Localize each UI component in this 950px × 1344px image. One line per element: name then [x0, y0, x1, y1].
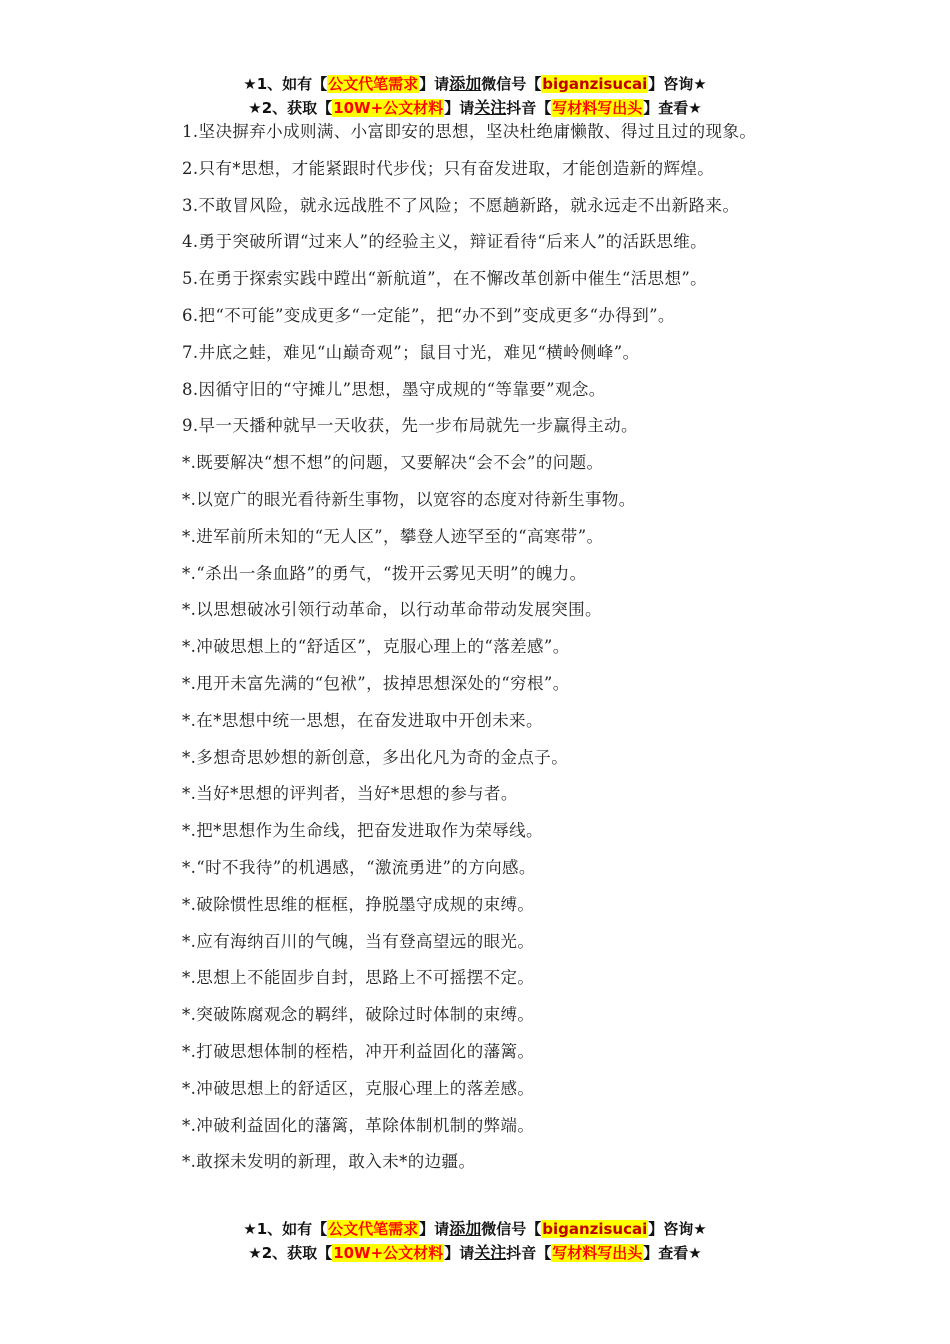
highlight-service: 公文代笔需求 — [328, 1220, 419, 1238]
list-item: 6.把“不可能”变成更多“一定能”，把“办不到”变成更多“办得到”。 — [182, 305, 675, 325]
list-item: *.把*思想作为生命线，把奋发进取作为荣辱线。 — [182, 821, 543, 841]
list-item: *.既要解决“想不想”的问题，又要解决“会不会”的问题。 — [182, 453, 604, 473]
douyin-account: 写材料写出头 — [552, 1244, 643, 1262]
list-item: *.甩开未富先满的“包袱”，拔掉思想深处的“穷根”。 — [182, 673, 570, 693]
list-item: *.冲破思想上的舒适区，克服心理上的落差感。 — [182, 1078, 535, 1098]
douyin-account: 写材料写出头 — [552, 99, 643, 117]
list-item: 2.只有*思想，才能紧跟时代步伐；只有奋发进取，才能创造新的辉煌。 — [182, 158, 715, 178]
list-item: 8.因循守旧的“守摊儿”思想，墨守成规的“等靠要”观念。 — [182, 379, 606, 399]
highlight-materials: 10W+公文材料 — [333, 1244, 444, 1262]
list-item: *.“时不我待”的机遇感，“激流勇进”的方向感。 — [182, 857, 536, 877]
header-line-1: ★1、如有【公文代笔需求】请添加微信号【biganzisucai】咨询★ — [243, 74, 707, 93]
list-item: *.以思想破冰引领行动革命，以行动革命带动发展突围。 — [182, 600, 602, 620]
list-item: *.打破思想体制的桎梏，冲开利益固化的藩篱。 — [182, 1041, 535, 1061]
list-item: *.在*思想中统一思想，在奋发进取中开创未来。 — [182, 710, 543, 730]
list-item: *.“杀出一条血路”的勇气，“拨开云雾见天明”的魄力。 — [182, 563, 587, 583]
footer-line-1: ★1、如有【公文代笔需求】请添加微信号【biganzisucai】咨询★ — [243, 1219, 707, 1238]
highlight-materials: 10W+公文材料 — [333, 99, 444, 117]
wechat-id: biganzisucai — [542, 1220, 648, 1238]
highlight-service: 公文代笔需求 — [328, 75, 419, 93]
list-item: 5.在勇于探索实践中蹚出“新航道”，在不懈改革创新中催生“活思想”。 — [182, 269, 708, 289]
list-item: *.冲破利益固化的藩篱，革除体制机制的弊端。 — [182, 1115, 535, 1135]
footer-line-2: ★2、获取【10W+公文材料】请关注抖音【写材料写出头】查看★ — [248, 1243, 702, 1262]
header-line-2: ★2、获取【10W+公文材料】请关注抖音【写材料写出头】查看★ — [248, 98, 702, 117]
list-item: *.以宽广的眼光看待新生事物，以宽容的态度对待新生事物。 — [182, 489, 636, 509]
phrase-list — [146, 120, 810, 1187]
list-item: 7.井底之蛙，难见“山巅奇观”；鼠目寸光，难见“横岭侧峰”。 — [182, 342, 640, 362]
list-item: *.思想上不能固步自封，思路上不可摇摆不定。 — [182, 968, 535, 988]
list-item: *.敢探未发明的新理，敢入未*的边疆。 — [182, 1152, 476, 1172]
list-item: *.破除惯性思维的框框，挣脱墨守成规的束缚。 — [182, 894, 535, 914]
list-item: *.应有海纳百川的气魄，当有登高望远的眼光。 — [182, 931, 535, 951]
list-item: *.冲破思想上的“舒适区”，克服心理上的“落差感”。 — [182, 637, 570, 657]
footer-banner — [0, 1217, 950, 1265]
list-item: *.多想奇思妙想的新创意，多出化凡为奇的金点子。 — [182, 747, 569, 767]
header-banner — [0, 72, 950, 120]
list-item: *.当好*思想的评判者，当好*思想的参与者。 — [182, 784, 518, 804]
list-item: 4.勇于突破所谓“过来人”的经验主义，辩证看待“后来人”的活跃思维。 — [182, 232, 708, 252]
list-item: 3.不敢冒风险，就永远战胜不了风险；不愿趟新路，就永远走不出新路来。 — [182, 195, 740, 215]
wechat-id: biganzisucai — [542, 75, 648, 93]
list-item: 9.早一天播种就早一天收获，先一步布局就先一步赢得主动。 — [182, 416, 638, 436]
list-item: 1.坚决摒弃小成则满、小富即安的思想，坚决杜绝庸懒散、得过且过的现象。 — [182, 122, 757, 141]
list-item: *.突破陈腐观念的羁绊，破除过时体制的束缚。 — [182, 1005, 535, 1025]
list-item: *.进军前所未知的“无人区”，攀登人迹罕至的“高寒带”。 — [182, 526, 604, 546]
